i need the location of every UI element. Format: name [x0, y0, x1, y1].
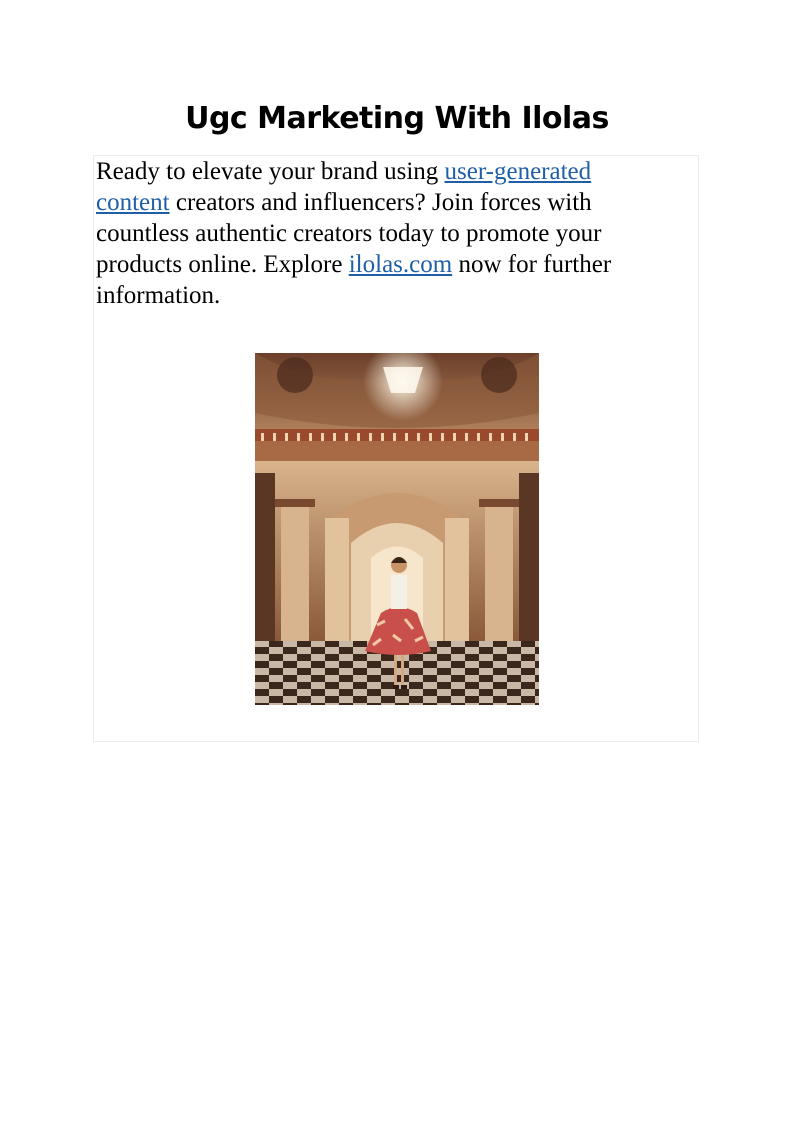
page-title: Ugc Marketing With Ilolas [185, 101, 609, 136]
intro-text-part-3: now for further information. [96, 251, 612, 309]
intro-text-part-2: creators and influencers? Join forces with countless authentic creators today to promote your products online. Explore [96, 189, 602, 278]
ugc-link[interactable]: user-generated content [96, 158, 592, 216]
ilolas-link[interactable]: ilolas.com [348, 251, 453, 278]
article-photo [255, 353, 539, 705]
intro-paragraph [96, 156, 666, 311]
content-box [93, 155, 699, 742]
photo-icon [255, 353, 539, 705]
intro-text-part-1: Ready to elevate your brand using [96, 158, 445, 185]
